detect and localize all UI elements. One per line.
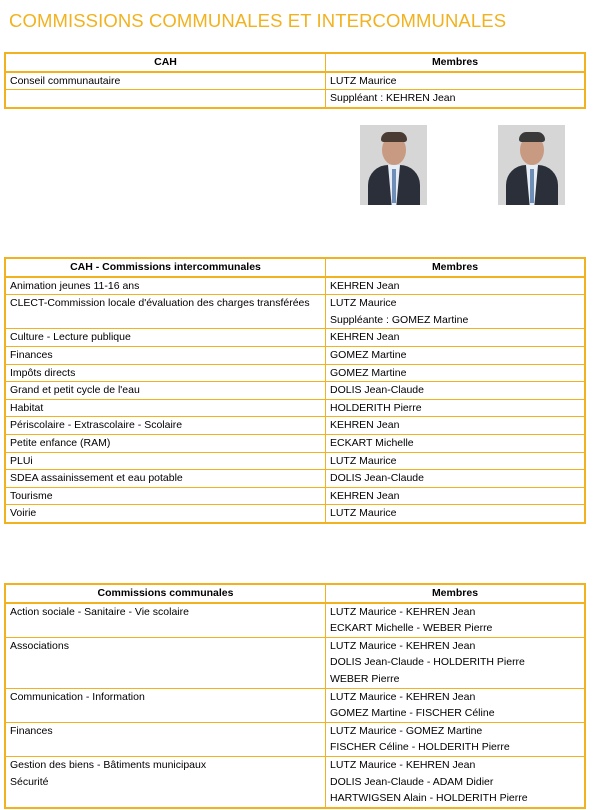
commission-name-line: Impôts directs bbox=[10, 366, 76, 379]
commission-members bbox=[326, 382, 586, 400]
page-title: COMMISSIONS COMMUNALES ET INTERCOMMUNALES bbox=[9, 10, 507, 31]
commission-name bbox=[5, 382, 326, 400]
table-row bbox=[5, 417, 585, 435]
commission-name bbox=[5, 417, 326, 435]
table-row bbox=[5, 434, 585, 452]
commission-name-line: Culture - Lecture publique bbox=[10, 331, 131, 344]
commission-members bbox=[326, 470, 586, 488]
commission-name-line: SDEA assainissement et eau potable bbox=[10, 472, 183, 485]
member-line: LUTZ Maurice bbox=[330, 297, 397, 310]
commission-members bbox=[326, 452, 586, 470]
commission-name-line: Communication - Information bbox=[10, 690, 145, 703]
member-line: HARTWIGSEN Alain - HOLDERITH Pierre bbox=[330, 792, 528, 805]
member-line: KEHREN Jean bbox=[330, 419, 400, 432]
table-row bbox=[5, 505, 585, 523]
table-row bbox=[5, 90, 585, 108]
header-commission: Commissions communales bbox=[5, 584, 326, 603]
commission-name-line: Tourisme bbox=[10, 489, 53, 502]
commission-name-line: Voirie bbox=[10, 507, 37, 520]
member-line: KEHREN Jean bbox=[330, 331, 400, 344]
commission-members bbox=[326, 603, 586, 638]
member-line: Suppléant : KEHREN Jean bbox=[330, 92, 456, 105]
cah-table bbox=[4, 52, 586, 109]
member-line: KEHREN Jean bbox=[330, 279, 400, 292]
table-row bbox=[5, 688, 585, 722]
member-line: DOLIS Jean-Claude bbox=[330, 472, 424, 485]
commission-name-line: Finances bbox=[10, 724, 53, 737]
commission-name-line: Sécurité bbox=[10, 775, 49, 788]
table-header-row bbox=[5, 258, 585, 277]
member-line: DOLIS Jean-Claude - ADAM Didier bbox=[330, 775, 494, 788]
member-line: ECKART Michelle - WEBER Pierre bbox=[330, 622, 493, 635]
member-line: LUTZ Maurice - GOMEZ Martine bbox=[330, 724, 483, 737]
member-line: WEBER Pierre bbox=[330, 672, 400, 685]
commission-name-line: Petite enfance (RAM) bbox=[10, 436, 111, 449]
member-line: LUTZ Maurice - KEHREN Jean bbox=[330, 639, 476, 652]
commission-name-line: Périscolaire - Extrascolaire - Scolaire bbox=[10, 419, 183, 432]
commission-members bbox=[326, 637, 586, 688]
commission-members bbox=[326, 417, 586, 435]
portrait-photo-2 bbox=[498, 125, 565, 205]
member-line: LUTZ Maurice bbox=[330, 454, 397, 467]
commission-name-line: Habitat bbox=[10, 401, 44, 414]
commission-name-line: Grand et petit cycle de l'eau bbox=[10, 384, 140, 397]
commission-name bbox=[5, 487, 326, 505]
commission-members bbox=[326, 688, 586, 722]
commission-members bbox=[326, 399, 586, 417]
commission-members bbox=[326, 295, 586, 329]
commission-name bbox=[5, 470, 326, 488]
commission-name bbox=[5, 329, 326, 347]
commission-members bbox=[326, 364, 586, 382]
commission-members bbox=[326, 434, 586, 452]
header-members: Membres bbox=[326, 258, 586, 277]
member-line: LUTZ Maurice - KEHREN Jean bbox=[330, 690, 476, 703]
commission-name-line: Conseil communautaire bbox=[10, 74, 121, 87]
commission-name bbox=[5, 90, 326, 108]
commission-name bbox=[5, 277, 326, 295]
commission-name bbox=[5, 399, 326, 417]
member-line: GOMEZ Martine bbox=[330, 348, 407, 361]
commission-name bbox=[5, 364, 326, 382]
table-row bbox=[5, 277, 585, 295]
table-row bbox=[5, 346, 585, 364]
header-members: Membres bbox=[326, 53, 586, 72]
commission-name bbox=[5, 434, 326, 452]
table-row bbox=[5, 399, 585, 417]
commission-members bbox=[326, 72, 586, 90]
commission-members bbox=[326, 277, 586, 295]
table-row bbox=[5, 452, 585, 470]
commission-members bbox=[326, 346, 586, 364]
table-row bbox=[5, 637, 585, 688]
table-row bbox=[5, 295, 585, 329]
commission-members bbox=[326, 756, 586, 807]
member-line: FISCHER Céline - HOLDERITH Pierre bbox=[330, 741, 510, 754]
member-line: KEHREN Jean bbox=[330, 489, 400, 502]
member-line: LUTZ Maurice - KEHREN Jean bbox=[330, 605, 476, 618]
member-line: GOMEZ Martine - FISCHER Céline bbox=[330, 707, 495, 720]
member-line: GOMEZ Martine bbox=[330, 366, 407, 379]
communal-commissions-table bbox=[4, 583, 586, 809]
table-row bbox=[5, 722, 585, 756]
commission-name-line: Gestion des biens - Bâtiments municipaux bbox=[10, 758, 207, 771]
header-commission: CAH - Commissions intercommunales bbox=[5, 258, 326, 277]
commission-name bbox=[5, 295, 326, 329]
commission-members bbox=[326, 487, 586, 505]
portrait-photo-1 bbox=[360, 125, 427, 205]
commission-name bbox=[5, 452, 326, 470]
commission-members bbox=[326, 329, 586, 347]
member-line: HOLDERITH Pierre bbox=[330, 401, 422, 414]
commission-name-line: Action sociale - Sanitaire - Vie scolaire bbox=[10, 605, 189, 618]
table-row bbox=[5, 470, 585, 488]
commission-name bbox=[5, 346, 326, 364]
commission-name-line: CLECT-Commission locale d'évaluation des charges transférées bbox=[10, 297, 310, 310]
commission-members bbox=[326, 90, 586, 108]
table-row bbox=[5, 72, 585, 90]
table-row bbox=[5, 329, 585, 347]
table-row bbox=[5, 756, 585, 807]
member-line: LUTZ Maurice bbox=[330, 507, 397, 520]
commission-members bbox=[326, 722, 586, 756]
commission-name-line: Animation jeunes 11-16 ans bbox=[10, 279, 140, 292]
intercommunal-commissions-table bbox=[4, 257, 586, 524]
table-row bbox=[5, 364, 585, 382]
table-row bbox=[5, 487, 585, 505]
member-line: Suppléante : GOMEZ Martine bbox=[330, 313, 469, 326]
commission-name bbox=[5, 603, 326, 638]
header-members: Membres bbox=[326, 584, 586, 603]
table-row bbox=[5, 603, 585, 638]
commission-name bbox=[5, 688, 326, 722]
header-commission: CAH bbox=[5, 53, 326, 72]
commission-name-line: Finances bbox=[10, 348, 53, 361]
commission-name bbox=[5, 722, 326, 756]
member-line: DOLIS Jean-Claude - HOLDERITH Pierre bbox=[330, 656, 525, 669]
member-line: ECKART Michelle bbox=[330, 436, 414, 449]
commission-members bbox=[326, 505, 586, 523]
table-header-row bbox=[5, 584, 585, 603]
member-line: LUTZ Maurice bbox=[330, 74, 397, 87]
commission-name bbox=[5, 72, 326, 90]
table-row bbox=[5, 382, 585, 400]
commission-name-line: PLUi bbox=[10, 454, 33, 467]
commission-name bbox=[5, 756, 326, 807]
commission-name bbox=[5, 505, 326, 523]
commission-name-line: Associations bbox=[10, 639, 69, 652]
member-line: LUTZ Maurice - KEHREN Jean bbox=[330, 758, 476, 771]
table-header-row bbox=[5, 53, 585, 72]
member-line: DOLIS Jean-Claude bbox=[330, 384, 424, 397]
commission-name-line bbox=[10, 90, 325, 107]
commission-name bbox=[5, 637, 326, 688]
